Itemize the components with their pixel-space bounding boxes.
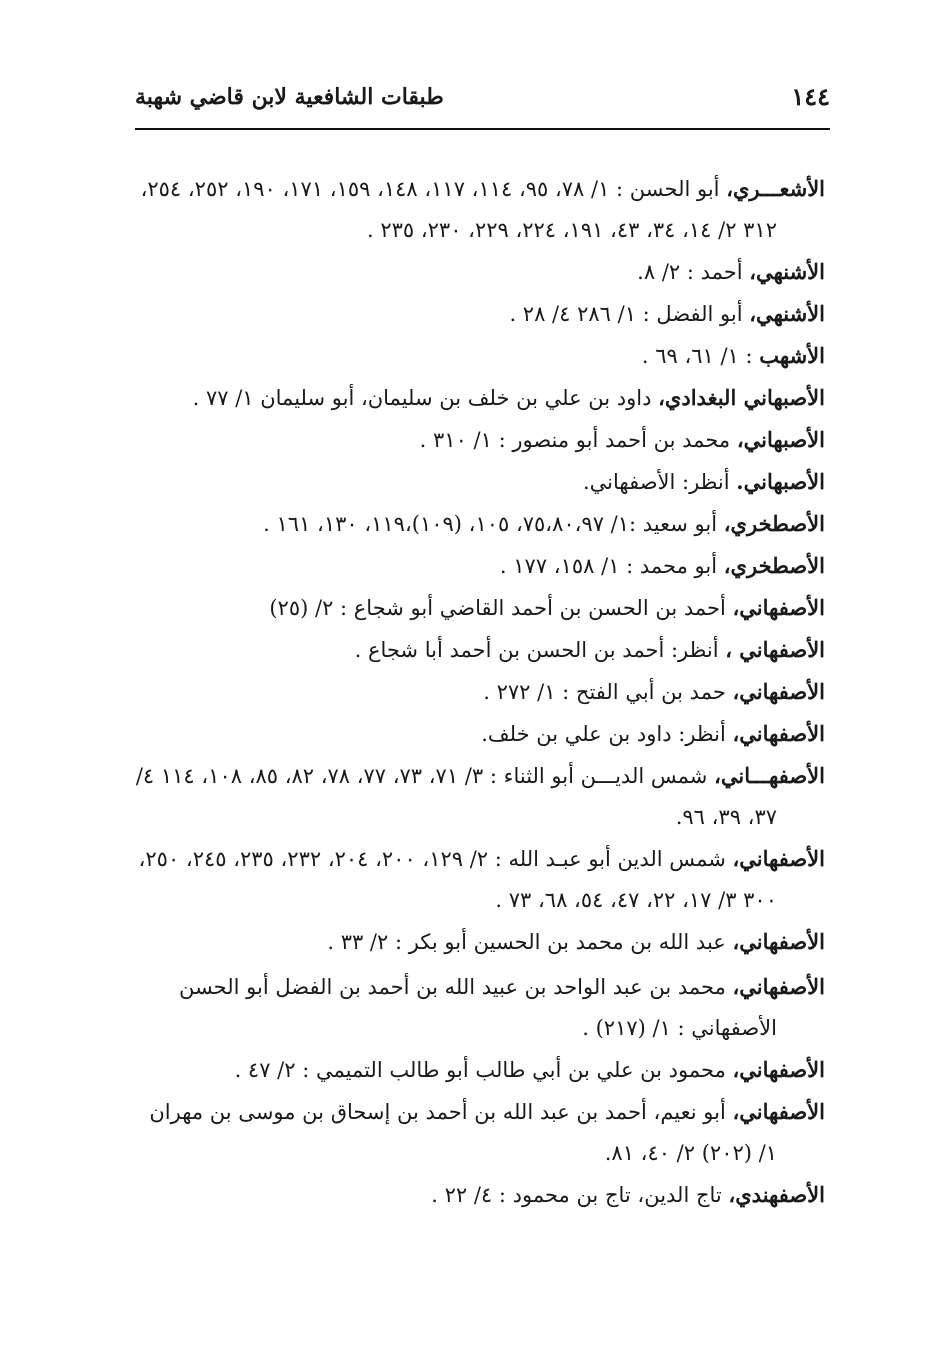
entry-term: الأصفهاني،	[732, 1057, 825, 1082]
entry-text: محمود بن علي بن أبي طالب أبو طالب التميمي : ٢/ ٤٧ .	[234, 1058, 726, 1082]
running-title: طبقات الشافعية لابن قاضي شهبة	[135, 84, 444, 110]
index-entry	[135, 921, 825, 963]
header-rule	[135, 128, 830, 130]
index-entry	[135, 671, 825, 713]
entry-text: أبو محمد : ١/ ١٥٨، ١٧٧ .	[499, 554, 718, 578]
index-entry	[135, 377, 825, 419]
entry-term: الأصبهاني.	[736, 469, 825, 494]
entry-text: شمس الدين أبو عبـد الله : ٢/ ١٢٩، ٢٠٠، ٢٠٤، ٢٣٢، ٢٣٥، ٢٤٥، ٢٥٠، ٣٠٠ ٣/ ١٧، ٢٢، ٤٧، ٥٤، ٦٨، ٧٣ .	[138, 847, 777, 912]
entry-text: محمد بن عبد الواحد بن عبيد الله بن أحمد بن الفضل أبو الحسن الأصفهاني : ١/ (٢١٧) .	[178, 975, 777, 1040]
index-entry	[135, 966, 825, 1049]
entry-term: الأصطخري،	[723, 553, 825, 578]
entry-text: أنظر: أحمد بن الحسن بن أحمد أبا شجاع .	[354, 638, 719, 662]
entry-term: الأشنهي،	[749, 259, 825, 284]
index-entry	[135, 1091, 825, 1174]
page-header	[135, 82, 830, 122]
entry-term: الأصفهـــاني،	[714, 763, 825, 788]
entry-text: أنظر: الأصفهاني.	[582, 470, 730, 494]
entry-text: تاج الدين، تاج بن محمود : ٤/ ٢٢ .	[431, 1183, 722, 1207]
entry-term: الأصفهاني،	[732, 1099, 825, 1124]
entry-term: الأصبهاني،	[736, 427, 825, 452]
index-entry	[135, 1174, 825, 1216]
entry-text: أحمد بن الحسن بن أحمد القاضي أبو شجاع : ٢/ (٢٥)	[269, 596, 726, 620]
index-entry	[135, 335, 825, 377]
index-entry	[135, 461, 825, 503]
entry-text: أنظر: داود بن علي بن خلف.	[481, 722, 726, 746]
entry-text: أبو الفضل : ١/ ٢٨٦ ٤/ ٢٨ .	[509, 302, 743, 326]
entry-term: الأصفهاني،	[732, 846, 825, 871]
page-number: ١٤٤	[791, 82, 830, 111]
entry-term: الأصفهاني،	[732, 595, 825, 620]
entry-text: أبو سعيد :١/ ٧٥،٨٠،٩٧، ١٠٥، (١٠٩)،١١٩، ١٣٠، ١٦١ .	[263, 512, 718, 536]
entry-text: أبو الحسن : ١/ ٧٨، ٩٥، ١١٤، ١١٧، ١٤٨، ١٥٩، ١٧١، ١٩٠، ٢٥٢، ٢٥٤، ٣١٢ ٢/ ١٤، ٣٤، ٤٣، ١٩١، ٢٢٤، ٢٢٩، ٢٣٠، ٢٣٥ .	[140, 177, 777, 242]
index-entry	[135, 1049, 825, 1091]
entry-term: الأصطخري،	[723, 511, 825, 536]
entry-term: الأصفهاني،	[732, 679, 825, 704]
entry-term: الأصفهاني ،	[725, 637, 825, 662]
index-entry	[135, 168, 825, 251]
entry-text: محمد بن أحمد أبو منصور : ١/ ٣١٠ .	[419, 428, 731, 452]
entry-term: الأصفهندي،	[728, 1182, 825, 1207]
entry-term: الأشهب	[759, 343, 825, 368]
entry-term: الأشعـــري،	[726, 176, 825, 201]
entry-term: الأصبهاني البغدادي،	[658, 385, 825, 410]
entry-term: الأصفهاني،	[732, 974, 825, 999]
index-entry	[135, 251, 825, 293]
entry-text: عبد الله بن محمد بن الحسين أبو بكر : ٢/ ٣٣ .	[327, 930, 726, 954]
index-list	[135, 168, 825, 1216]
entry-text: أبو نعيم، أحمد بن عبد الله بن أحمد بن إسحاق بن موسى بن مهران ١/ (٢٠٢) ٢/ ٤٠، ٨١.	[149, 1100, 777, 1165]
entry-term: الأصفهاني،	[732, 721, 825, 746]
index-entry	[135, 545, 825, 587]
entry-term: الأشنهي،	[749, 301, 825, 326]
entry-text: حمد بن أبي الفتح : ١/ ٢٧٢ .	[483, 680, 726, 704]
index-entry	[135, 838, 825, 921]
index-entry	[135, 713, 825, 755]
entry-term: الأصفهاني،	[732, 929, 825, 954]
entry-text: شمس الديـــن أبو الثناء : ٣/ ٧١، ٧٣، ٧٧، ٧٨، ٨٢، ٨٥، ١٠٨، ١١٤ ٤/ ٣٧، ٣٩، ٩٦.	[135, 764, 777, 829]
index-entry	[135, 503, 825, 545]
index-entry	[135, 755, 825, 838]
index-entry	[135, 587, 825, 629]
index-entry	[135, 293, 825, 335]
entry-text: داود بن علي بن خلف بن سليمان، أبو سليمان ١/ ٧٧ .	[192, 386, 652, 410]
index-entry	[135, 419, 825, 461]
index-entry	[135, 629, 825, 671]
entry-text: : ١/ ٦١، ٦٩ .	[641, 344, 753, 368]
entry-text: أحمد : ٢/ ٨.	[637, 260, 743, 284]
